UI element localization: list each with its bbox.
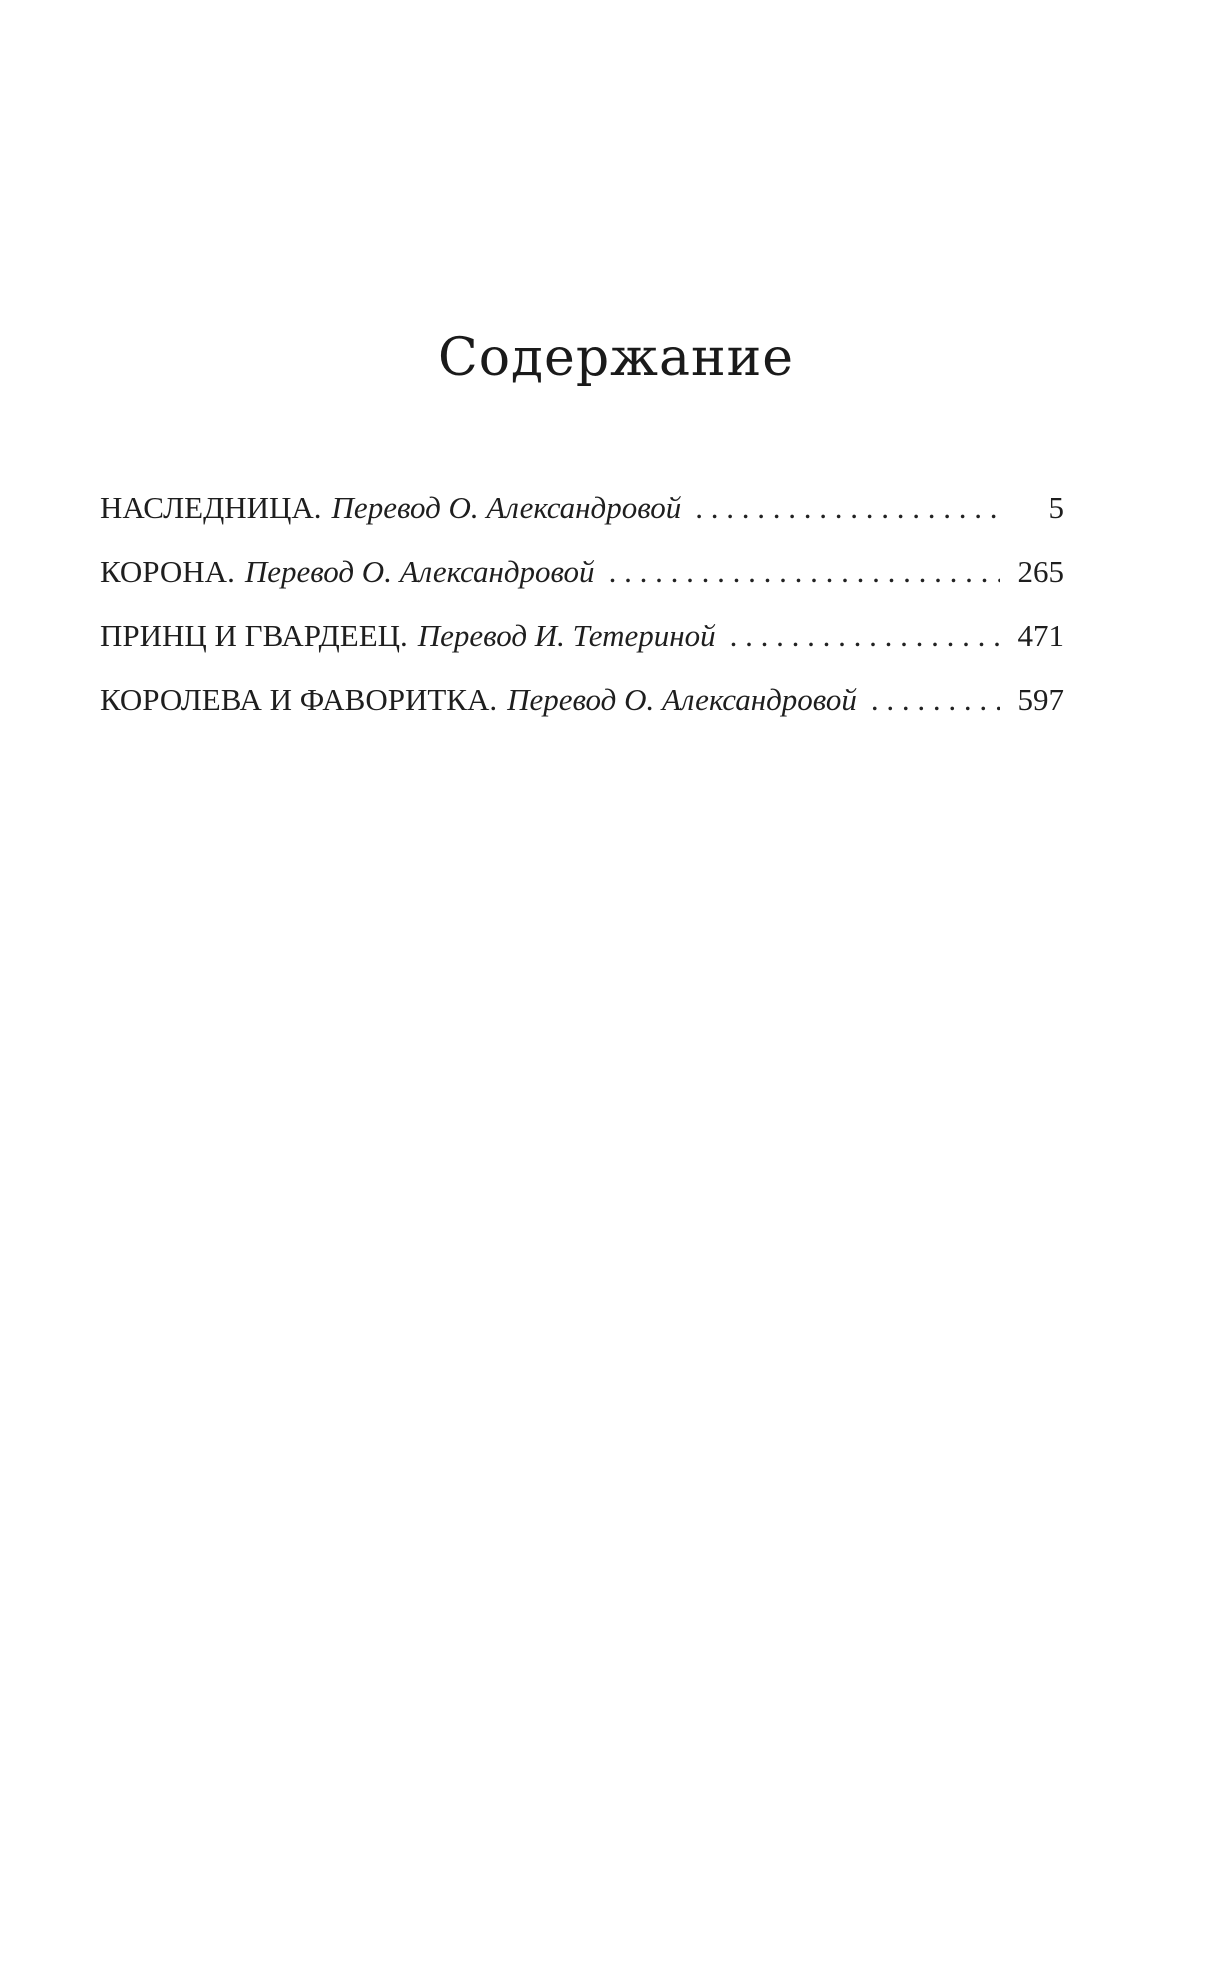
- entry-translator: Перевод О. Александровой: [507, 682, 857, 717]
- dot-leader: [871, 668, 1000, 732]
- entry-translator: Перевод И. Тетериной: [417, 618, 716, 653]
- entry-title: НАСЛЕДНИЦА.: [100, 490, 322, 525]
- dot-leader: [730, 604, 1000, 668]
- entry-translator: Перевод О. Александровой: [244, 554, 595, 589]
- entry-title: КОРОЛЕВА И ФАВОРИТКА.: [100, 682, 498, 717]
- page-title: Содержание: [437, 328, 795, 388]
- toc-entry: [100, 476, 1064, 540]
- entry-page-number: 5: [1048, 490, 1064, 525]
- toc-entry: [100, 668, 1064, 732]
- dot-leader: [609, 540, 1000, 604]
- table-of-contents: [100, 476, 1064, 732]
- toc-entry: [100, 604, 1064, 668]
- entry-page-number: 471: [1017, 618, 1064, 653]
- entry-title: КОРОНА.: [100, 554, 235, 589]
- entry-translator: Перевод О. Александровой: [331, 490, 682, 525]
- toc-entry: [100, 540, 1064, 604]
- dot-leader: [695, 476, 1000, 540]
- entry-title: ПРИНЦ И ГВАРДЕЕЦ.: [100, 618, 408, 653]
- entry-page-number: 597: [1017, 682, 1064, 717]
- entry-page-number: 265: [1017, 554, 1064, 589]
